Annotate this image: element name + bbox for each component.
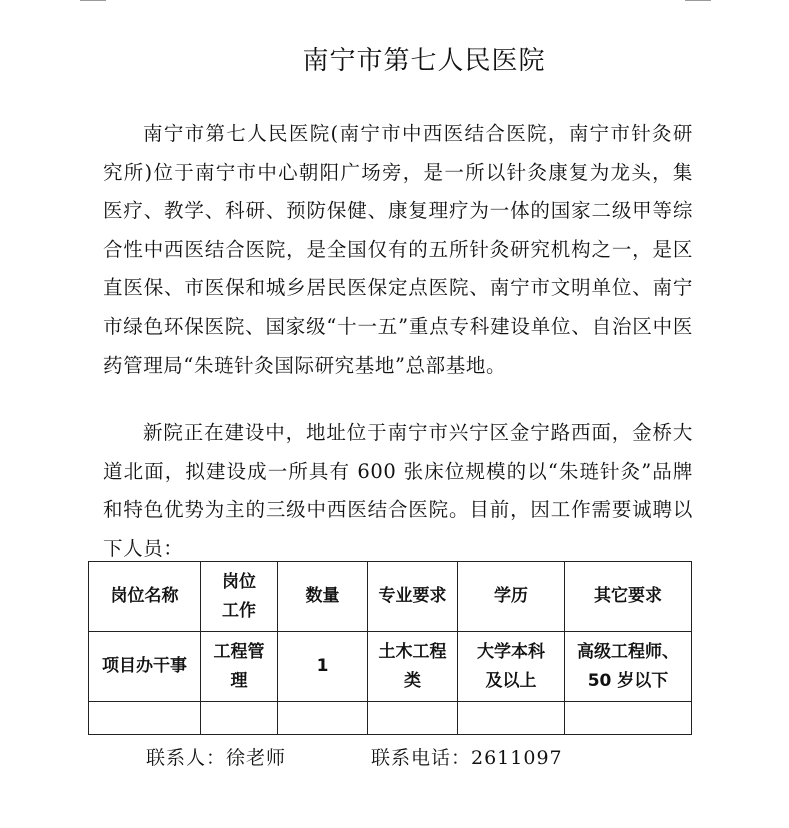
recruitment-table	[88, 561, 692, 735]
header-quantity: 数量	[278, 562, 368, 632]
cell-position-work: 工程管理	[201, 632, 278, 702]
header-position-name: 岗位名称	[89, 562, 201, 632]
recruitment-paragraph: 新院正在建设中，地址位于南宁市兴宁区金宁路西面，金桥大道北面，拟建设成一所具有 600 张床位规模的以“朱琏针灸”品牌和特色优势为主的三级中西医结合医院。目前，因工作需要诚聘以下人员：	[103, 421, 693, 560]
document-title: 南宁市第七人民医院	[302, 46, 546, 76]
intro-paragraph: 南宁市第七人民医院(南宁市中西医结合医院，南宁市针灸研究所)位于南宁市中心朝阳广场旁，是一所以针灸康复为龙头，集医疗、教学、科研、预防保健、康复理疗为一体的国家二级甲等综合性中西医结合医院，是全国仅有的五所针灸研究机构之一，是区直医保、市医保和城乡居民医保定点医院、南宁市文明单位、南宁市绿色环保医院、国家级“十一五”重点专科建设单位、自治区中医药管理局“朱琏针灸国际研究基地”总部基地。	[103, 122, 693, 377]
empty-cell	[368, 702, 458, 735]
cell-major: 土木工程类	[368, 632, 458, 702]
table-row-empty	[89, 702, 692, 735]
header-education: 学历	[458, 562, 565, 632]
header-major: 专业要求	[368, 562, 458, 632]
table-header-row	[89, 562, 692, 632]
cell-quantity: 1	[278, 632, 368, 702]
empty-cell	[201, 702, 278, 735]
crop-mark-right	[685, 0, 711, 1]
header-position-work: 岗位工作	[201, 562, 278, 632]
cell-other: 高级工程师、50 岁以下	[565, 632, 692, 702]
empty-cell	[458, 702, 565, 735]
empty-cell	[89, 702, 201, 735]
crop-mark-left	[80, 0, 106, 1]
cell-education: 大学本科及以上	[458, 632, 565, 702]
table-row	[89, 632, 692, 702]
contact-person: 联系人：徐老师	[146, 747, 287, 769]
empty-cell	[565, 702, 692, 735]
header-other: 其它要求	[565, 562, 692, 632]
contact-phone: 联系电话：2611097	[371, 747, 563, 769]
empty-cell	[278, 702, 368, 735]
cell-position-name: 项目办干事	[89, 632, 201, 702]
